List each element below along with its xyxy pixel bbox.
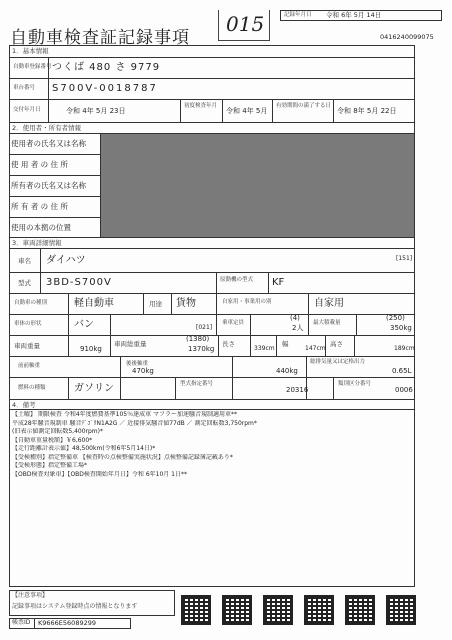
length-label: 長さ bbox=[222, 340, 235, 348]
remark-line: 【自動車重量税額】￥6,600* bbox=[12, 436, 93, 444]
notice-text: 記録事項はシステム登録時点の情報となります bbox=[12, 603, 138, 610]
private-label: 自家用・事業用の別 bbox=[222, 299, 272, 305]
chassis-label: 車台番号 bbox=[13, 85, 36, 91]
remark-line: 【受検種別】指定整備車 【検査時の点検整備実施状況】点検整備記録簿記載あり* bbox=[12, 453, 233, 461]
model-label: 型式 bbox=[18, 279, 31, 287]
issue-date-value: 令和 6年 5月 14日 bbox=[326, 11, 382, 19]
use-label: 用途 bbox=[149, 300, 162, 308]
length-value: 339cm bbox=[254, 345, 275, 352]
issue-date-row-value: 令和 4年 5月 23日 bbox=[66, 107, 126, 115]
max-load-label: 最大積載量 bbox=[313, 320, 341, 326]
redacted-owner-info bbox=[101, 134, 414, 237]
document-number: 0416240099075 bbox=[380, 33, 434, 41]
rear-axle-label: 後後軸重 bbox=[126, 361, 149, 367]
capacity-label: 乗車定員 bbox=[222, 320, 245, 326]
max-load-value: 350kg bbox=[390, 324, 412, 332]
fuel-value: ガソリン bbox=[74, 383, 114, 394]
capacity-top: (4) bbox=[290, 314, 300, 322]
gross-top: (1380) bbox=[186, 335, 210, 343]
first-reg-value: 令和 4年 5月 bbox=[226, 107, 268, 115]
first-reg-label: 初度検査年月 bbox=[184, 103, 218, 109]
width-value: 147cm bbox=[305, 345, 326, 352]
displacement-value: 0.65L bbox=[392, 367, 412, 375]
owner-address-label: 所 有 者 の 住 所 bbox=[11, 202, 68, 211]
max-load-top: (250) bbox=[386, 314, 405, 322]
remark-line: 平成28年騒音規制車 騒音ﾃﾞｺﾞﾘN1A2G ／ 近接排気騒音値77dB ／ 測定回転数3,750rpm* bbox=[12, 419, 257, 427]
issue-date-row-label: 交付年月日 bbox=[13, 107, 41, 113]
engine-label: 原動機の型式 bbox=[220, 277, 254, 283]
height-label: 高さ bbox=[330, 340, 343, 348]
issue-date-label: 記録年月日 bbox=[284, 12, 312, 18]
basic-info-heading: 1．基本情報 bbox=[12, 47, 49, 55]
user-name-label: 使用者の氏名又は名称 bbox=[11, 139, 86, 148]
qr-code-icon bbox=[345, 595, 375, 625]
type-no-label: 型式指定番号 bbox=[180, 381, 214, 387]
model-value: 3BD-S700V bbox=[46, 277, 112, 288]
front-axle-value: 470kg bbox=[132, 367, 154, 375]
kind-value: 軽自動車 bbox=[74, 298, 114, 309]
kind-label: 自動車の種別 bbox=[14, 300, 48, 306]
qr-code-icon bbox=[386, 595, 416, 625]
class-no-value: 0006 bbox=[395, 386, 413, 394]
front-axle-label: 前前軸重 bbox=[18, 363, 41, 369]
handwritten-number: 015 bbox=[226, 12, 265, 36]
vehicle-detail-heading: 3．車両詳細情報 bbox=[12, 239, 62, 247]
remark-line: 【OBD検査対象車】【OBD検査開始年月日】令和 6年10月 1日** bbox=[12, 470, 188, 478]
qr-code-icon bbox=[222, 595, 252, 625]
weight-value: 910kg bbox=[80, 345, 102, 353]
expiry-label: 有効期間の満了する日 bbox=[276, 103, 332, 109]
use-value: 貨物 bbox=[176, 298, 196, 309]
body-value: バン bbox=[74, 319, 94, 330]
rear-axle-value: 440kg bbox=[276, 367, 298, 375]
user-address-label: 使 用 者 の 住 所 bbox=[11, 160, 68, 169]
reg-no-label: 自動車登録番号 bbox=[13, 64, 52, 70]
form-id-value: K9666E56089299 bbox=[38, 619, 96, 627]
displacement-label: 総排気量又は定格出力 bbox=[310, 359, 366, 365]
expiry-value: 令和 8年 5月 22日 bbox=[337, 107, 397, 115]
remarks-heading: 4．備考 bbox=[12, 401, 36, 409]
capacity-value: 2人 bbox=[292, 324, 304, 332]
class-no-label: 類別区分番号 bbox=[338, 381, 372, 387]
form-id-label: 帳票ID bbox=[12, 619, 31, 626]
maker-value: ダイハツ bbox=[46, 255, 86, 266]
type-no-value: 20316 bbox=[286, 386, 309, 394]
qr-code-icon bbox=[181, 595, 211, 625]
body-label: 車体の形状 bbox=[14, 321, 42, 327]
base-location-label: 使用の本拠の位置 bbox=[11, 223, 71, 232]
gross-label: 車両総重量 bbox=[114, 340, 147, 348]
remark-line: 【土曜】 期限検査 令和4年度燃費基準105％達成車 マフラー加速騒音規制適用車** bbox=[12, 411, 237, 418]
maker-label: 車名 bbox=[18, 257, 31, 265]
qr-code-icon bbox=[304, 595, 334, 625]
owner-info-heading: 2．使用者・所有者情報 bbox=[12, 124, 82, 132]
body-code: [021] bbox=[196, 324, 213, 331]
gross-value: 1370kg bbox=[188, 345, 215, 353]
private-value: 自家用 bbox=[314, 298, 344, 309]
remark-line: 【受検形態】指定整備工場* bbox=[12, 462, 88, 469]
owner-name-label: 所有者の氏名又は名称 bbox=[11, 181, 86, 190]
remarks-lines bbox=[12, 411, 412, 479]
maker-code: [151] bbox=[396, 255, 413, 262]
weight-label: 車両重量 bbox=[14, 342, 40, 350]
engine-value: KF bbox=[272, 277, 285, 288]
reg-no-value: つくば 480 さ 9779 bbox=[52, 62, 161, 73]
width-label: 幅 bbox=[282, 340, 289, 348]
height-value: 189cm bbox=[394, 345, 415, 352]
notice-label: 【注意事項】 bbox=[12, 592, 49, 599]
document-title: 自動車検査証記録事項 bbox=[10, 28, 190, 48]
chassis-value: S700V-0018787 bbox=[52, 83, 158, 94]
remark-line: (旧表示値測定回転数5,400rpm)* bbox=[12, 428, 103, 435]
remark-line: 【走行距離計表示値】48,500km(令和6年5月14日)* bbox=[12, 445, 156, 452]
fuel-label: 燃料の種類 bbox=[18, 385, 46, 391]
qr-code-icon bbox=[263, 595, 293, 625]
